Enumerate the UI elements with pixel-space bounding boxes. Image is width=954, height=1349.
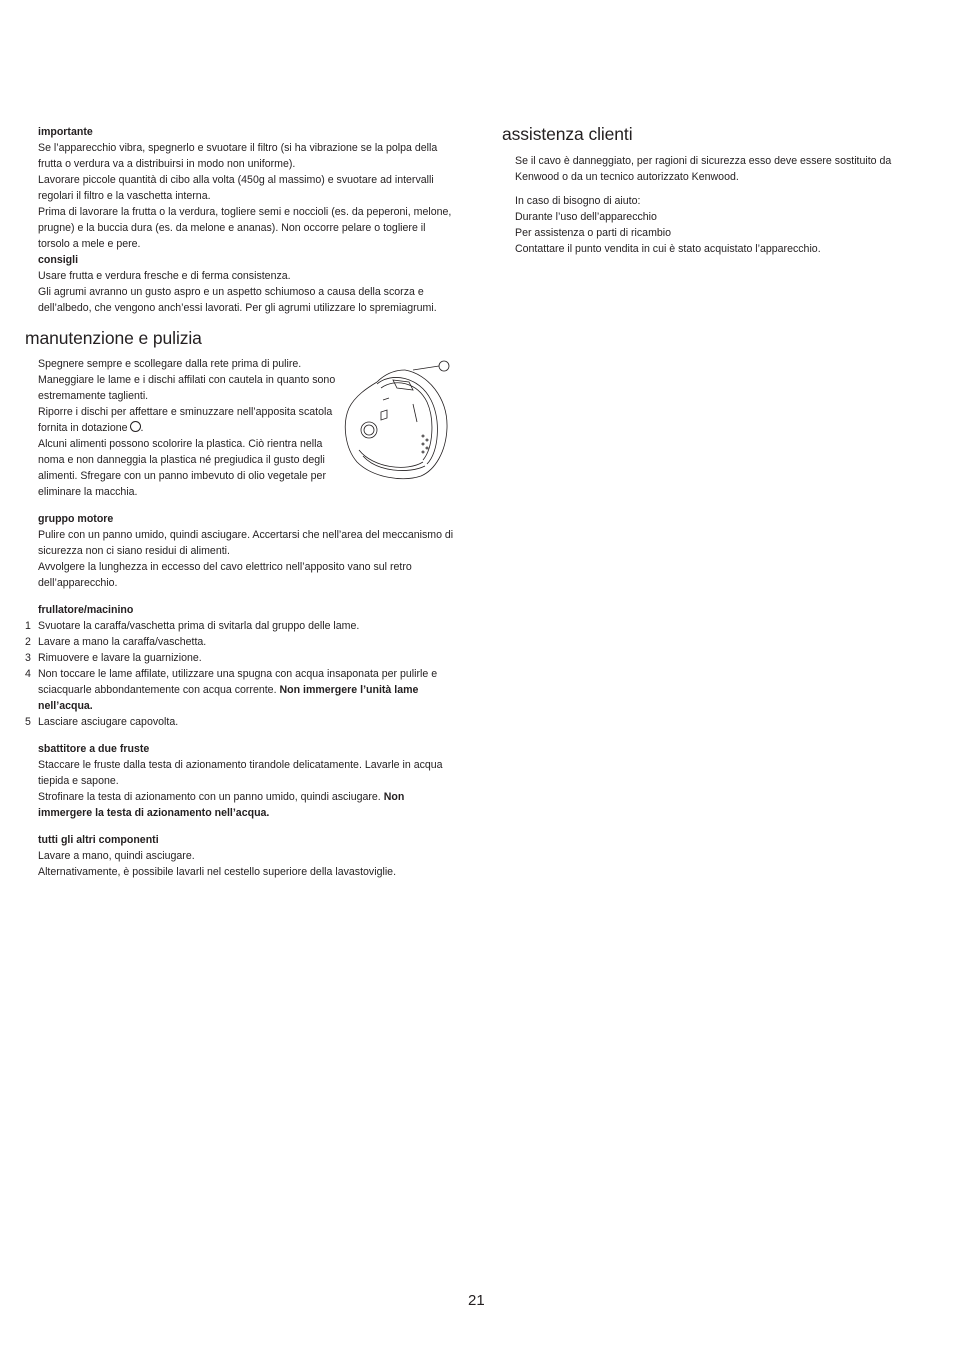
assistenza-para-1: Se il cavo è danneggiato, per ragioni di sicurezza esso deve essere sostituito da Kenwood o da un tecnico autorizzato Kenwood. [515, 155, 892, 183]
manutenzione-line-3-text: Riporre i dischi per affettare e sminuzzare nell’apposita scatola fornita in dotazione [38, 406, 333, 434]
assistenza-title: assistenza clienti [502, 124, 633, 144]
step-text: Non toccare le lame affilate, utilizzare una spugna con acqua insaponata per pulirle e sciacquarle abbondantemente con acqua corrente. [38, 668, 438, 696]
step-text: Lavare a mano la caraffa/vaschetta. [38, 636, 207, 648]
assistenza-line-3: Per assistenza o parti di ricambio [515, 227, 672, 239]
sbattitore-warning: Non immergere la testa di azionamento nell’acqua. [38, 791, 405, 819]
page-number: 21 [468, 1292, 485, 1309]
list-item [25, 618, 456, 634]
manutenzione-title: manutenzione e pulizia [25, 328, 202, 348]
manutenzione-line-2: Maneggiare le lame e i dischi affilati con cautela in quanto sono estremamente taglienti. [38, 374, 336, 402]
step-text: Lasciare asciugare capovolta. [38, 716, 179, 728]
manutenzione-block [38, 356, 456, 500]
manutenzione-line-4: Alcuni alimenti possono scolorire la plastica. Ciò rientra nella noma e non danneggia la plastica né pregiudica il gusto degli alimenti. Sfregare con un panno imbevuto di olio vegetale per eliminare la macchia. [38, 438, 326, 498]
callout-circle-icon [439, 361, 449, 371]
left-column [25, 124, 456, 880]
importante-line-3: Prima di lavorare la frutta o la verdura, togliere semi e noccioli (es. da peperoni, melone, prugne) e la buccia dura (es. da melone e ananas). Non occorre pelare o togliere il torsolo a mele e pere. [38, 206, 452, 250]
step-number: 4 [25, 668, 31, 680]
gruppo-motore-line-2: Avvolgere la lunghezza in eccesso del cavo elettrico nell’apposito vano sul retro dell’apparecchio. [38, 561, 412, 589]
altri-heading: tutti gli altri componenti [38, 834, 159, 846]
sbattitore-heading: sbattitore a due fruste [38, 743, 150, 755]
assistenza-line-2: Durante l’uso dell’apparecchio [515, 211, 657, 223]
sbattitore-line-2-text: Strofinare la testa di azionamento con un panno umido, quindi asciugare. [38, 791, 384, 803]
callout-circle-icon [130, 421, 141, 432]
step-number: 1 [25, 620, 31, 632]
consigli-heading: consigli [38, 254, 79, 266]
sbattitore-line-1: Staccare le fruste dalla testa di azionamento tirandole delicatamente. Lavarle in acqua tiepida e sapone. [38, 759, 443, 787]
list-item [25, 650, 456, 666]
step-text: Rimuovere e lavare la guarnizione. [38, 652, 202, 664]
importante-line-2: Lavorare piccole quantità di cibo alla volta (450g al massimo) e svuotare ad intervalli regolari il filtro e la vaschetta interna. [38, 174, 434, 202]
list-item [25, 634, 456, 650]
storage-box-illustration [343, 360, 453, 484]
manutenzione-line-3 [38, 404, 338, 436]
step-number: 2 [25, 636, 31, 648]
step-warning: Non immergere l’unità lame nell’acqua. [38, 684, 419, 712]
gruppo-motore-line-1: Pulire con un panno umido, quindi asciugare. Accertarsi che nell’area del meccanismo di sicurezza non ci siano residui di alimenti. [38, 529, 454, 557]
step-number: 3 [25, 652, 31, 664]
sbattitore-line-2 [38, 789, 456, 821]
assistenza-line-4: Contattare il punto vendita in cui è stato acquistato l’apparecchio. [515, 243, 821, 255]
consigli-line-1: Usare frutta e verdura fresche e di ferma consistenza. [38, 270, 291, 282]
frullatore-steps [25, 618, 456, 730]
list-item [25, 666, 456, 714]
gruppo-motore-heading: gruppo motore [38, 513, 114, 525]
altri-line-1: Lavare a mano, quindi asciugare. [38, 850, 195, 862]
importante-heading: importante [38, 126, 93, 138]
altri-line-2: Alternativamente, è possibile lavarli nel cestello superiore della lavastoviglie. [38, 866, 397, 878]
frullatore-heading: frullatore/macinino [38, 604, 134, 616]
consigli-line-2: Gli agrumi avranno un gusto aspro e un aspetto schiumoso a causa della scorza e dell’albedo, che vengono anch’essi lavorati. Per gli agrumi utilizzare lo spremiagrumi. [38, 286, 437, 314]
importante-line-1: Se l’apparecchio vibra, spegnerlo e svuotare il filtro (si ha vibrazione se la polpa della frutta o verdura va a distribuirsi in modo non uniforme). [38, 142, 438, 170]
right-column [502, 124, 920, 257]
manutenzione-line-3-end: . [140, 422, 144, 434]
step-number: 5 [25, 716, 31, 728]
step-text: Svuotare la caraffa/vaschetta prima di svitarla dal gruppo delle lame. [38, 620, 360, 632]
assistenza-line-1: In caso di bisogno di aiuto: [515, 195, 641, 207]
list-item [25, 714, 456, 730]
manutenzione-line-1: Spegnere sempre e scollegare dalla rete prima di pulire. [38, 358, 302, 370]
